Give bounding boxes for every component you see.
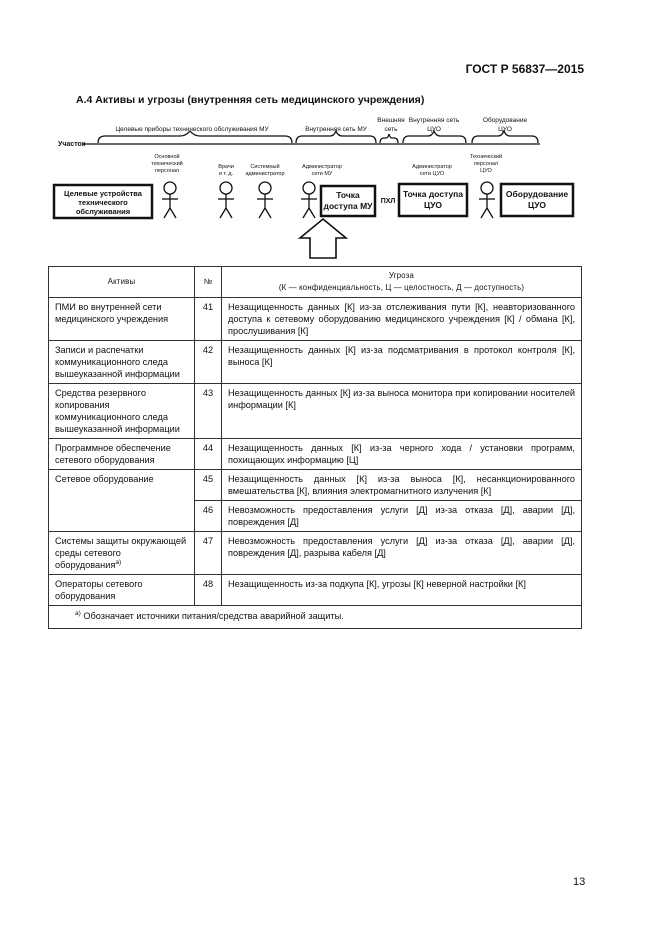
threat-cell: Незащищенность данных [К] из-за подсматривания в протокол контроля [К], выноса [К] (222, 341, 582, 384)
actor-label-doctors-2: и т. д. (218, 171, 234, 177)
asset-cell: ПМИ во внутренней сети медицинского учреждения (49, 298, 195, 341)
num-cell: 47 (195, 532, 222, 575)
standard-number: ГОСТ Р 56837—2015 (465, 62, 584, 76)
threat-cell: Невозможность предоставления услуги [Д] из-за отказа [Д], аварии [Д], повреждения [Д], разрыва кабеля [Д] (222, 532, 582, 575)
table-row (49, 532, 582, 575)
person-icon (301, 182, 317, 218)
actor-label-sysadmin-1: Системный (250, 164, 280, 170)
person-icon (162, 182, 178, 218)
box-access-point-mu-l1: Точка (336, 190, 360, 200)
group-label-equipment-cuo-2: ЦУО (498, 126, 512, 133)
group-label-equipment-cuo-1: Оборудование (482, 117, 528, 124)
actor-label-doctors-1: Врачи (218, 164, 234, 170)
actor-label-maint-2: технический (151, 161, 183, 167)
threat-header-subtitle: (К — конфиденциальность, Ц — целостность, Д — доступность) (278, 283, 525, 292)
group-label-medical-devices: Целевые приборы технического обслуживания МУ (115, 126, 269, 133)
num-cell: 41 (195, 298, 222, 341)
box-target-devices-l1: Целевые устройства (64, 189, 142, 198)
actor-label-netadmin-cuo-2: сети ЦУО (419, 171, 445, 177)
box-target-devices-l3: обслуживания (75, 207, 131, 216)
threat-cell: Незащищенность из-за подкупа [К], угрозы [К] неверной настройки [К] (222, 575, 582, 606)
threat-cell: Незащищенность данных [К] из-за черного хода / установки программ, похищающих информацию [Ц] (222, 439, 582, 470)
table-row (49, 384, 582, 439)
group-label-external-network-1: Внешняя (377, 117, 405, 124)
actor-label-sysadmin-2: администратор (245, 171, 285, 177)
actor-label-tech-cuo-2: персонал (473, 161, 499, 167)
actor-label-netadmin-cuo-1: Администратор (412, 164, 452, 170)
group-label-external-network-2: сеть (384, 126, 398, 133)
box-equipment-cuo-l2: ЦУО (528, 200, 546, 210)
box-equipment-cuo-l1: Оборудование (505, 189, 569, 199)
network-diagram (0, 0, 661, 265)
asset-cell: Программное обеспечение сетевого оборудования (49, 439, 195, 470)
table-row (49, 298, 582, 341)
group-label-internal-cuo-1: Внутренняя сеть (408, 117, 460, 124)
threat-cell: Незащищенность данных [К] из-за выноса [К], несанкционированного вмешательства [К], влияния электромагнитного излучения [К] (222, 470, 582, 501)
num-cell: 43 (195, 384, 222, 439)
person-icon (479, 182, 495, 218)
asset-cell: Средства резервного копирования коммуникационного следа вышеуказанной информации (49, 384, 195, 439)
box-access-point-cuo-l2: ЦУО (424, 200, 442, 210)
num-cell: 46 (195, 501, 222, 532)
group-label-internal-network: Внутренняя сеть МУ (305, 126, 367, 133)
asset-text: Системы защиты окружающей среды сетевого оборудования (55, 536, 187, 570)
footnote-cell (49, 606, 582, 629)
asset-cell (49, 532, 195, 575)
footnote-ref: а) (115, 558, 122, 566)
section-title: А.4 Активы и угрозы (внутренняя сеть медицинского учреждения) (76, 94, 425, 106)
participants-label: Участок (58, 141, 86, 148)
actor-label-maint-3: персонал (154, 168, 180, 174)
box-access-point-cuo-l1: Точка доступа (402, 189, 464, 199)
actor-label-maint-1: Основной (154, 154, 180, 160)
threat-cell: Незащищенность данных [К] из-за отслеживания пути [К], неавторизованного доступа к сетевому оборудованию медицинского учреждения [К] / обмана [К], прослушивания [К] (222, 298, 582, 341)
column-header-num: № (195, 267, 222, 298)
table-header-row (49, 267, 582, 298)
arrow-up-icon (300, 219, 346, 258)
asset-cell: Операторы сетевого оборудования (49, 575, 195, 606)
num-cell: 42 (195, 341, 222, 384)
actor-label-tech-cuo-1: Технический (469, 154, 503, 160)
group-label-internal-cuo-2: ЦУО (427, 126, 441, 133)
footnote-text: Обозначает источники питания/средства аварийной защиты. (83, 611, 344, 621)
num-cell: 44 (195, 439, 222, 470)
table-row (49, 470, 582, 501)
table-row (49, 341, 582, 384)
page-number: 13 (573, 876, 586, 888)
num-cell: 45 (195, 470, 222, 501)
actor-label-tech-cuo-3: ЦУО (480, 168, 492, 174)
num-cell: 48 (195, 575, 222, 606)
asset-cell: Записи и распечатки коммуникационного следа вышеуказанной информации (49, 341, 195, 384)
table-row (49, 575, 582, 606)
actor-label-netadmin-mu-1: Администратор (302, 164, 342, 170)
box-access-point-mu-l2: доступа МУ (323, 201, 373, 211)
column-header-threat (222, 267, 582, 298)
actor-label-netadmin-mu-2: сети МУ (311, 171, 333, 177)
column-header-assets: Активы (49, 267, 195, 298)
threat-cell: Незащищенность данных [К] из-за выноса монитора при копировании носителей информации [К] (222, 384, 582, 439)
asset-cell: Сетевое оборудование (49, 470, 195, 532)
box-pkhl: ПХЛ (380, 198, 396, 205)
threat-cell: Невозможность предоставления услуги [Д] из-за отказа [Д], аварии [Д], повреждения [Д] (222, 501, 582, 532)
footnote-mark: а) (75, 609, 81, 617)
person-icon (218, 182, 234, 218)
box-target-devices-l2: технического (78, 198, 128, 207)
table-row (49, 439, 582, 470)
assets-threats-table (48, 266, 582, 629)
footnote-row (49, 606, 582, 629)
threat-header-title: Угроза (388, 271, 415, 280)
person-icon (257, 182, 273, 218)
